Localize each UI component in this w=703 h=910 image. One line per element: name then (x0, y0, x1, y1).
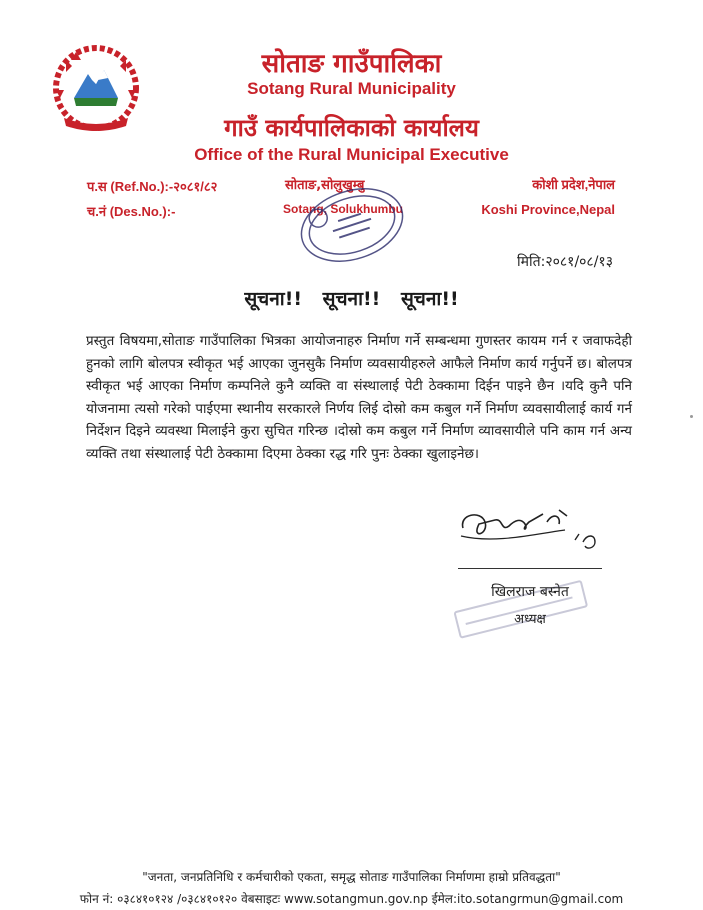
notice-heading: सूचना!! सूचना!! सूचना!! (244, 288, 459, 310)
office-stamp (292, 180, 412, 270)
dispatch-number: च.नं (Des.No.):- (87, 204, 176, 219)
address-np: सोताङ,सोलुखुम्बु (285, 178, 365, 193)
office-name-en: Office of the Rural Municipal Executive (194, 145, 509, 164)
province-en: Koshi Province,Nepal (481, 202, 615, 217)
handwritten-signature (455, 500, 605, 560)
office-name-np: गाउँ कार्यपालिकाको कार्यालय (224, 114, 479, 142)
municipality-name-en: Sotang Rural Municipality (247, 79, 456, 98)
signatory-title: अध्यक्ष (514, 612, 546, 627)
notice-body: प्रस्तुत विषयमा,सोताङ गाउँपालिका भित्रका आयोजनाहरु निर्माण गर्ने सम्बन्धमा गुणस्तर कायम गर्न र जवाफदेही हुनको लागि बोलपत्र स्वीकृत भई आएका जुनसुकै निर्माण व्यवसायीहरुले आफैले निर्माण कार्य गर्नुपर्ने छ। बोलपत्र स्वीकृत भई आएका निर्माण कम्पनिले कुनै व्यक्ति वा संस्थालाई पेटी ठेक्कामा दिईन पाइने छैन ।यदि कुनै पनि योजनामा त्यसो गरेको पाईएमा स्थानीय सरकारले निर्णय लिई दोस्रो कम कबुल गर्ने निर्माण व्यवसायीलाई कार्य गर्न निर्देशन दिइने व्यवस्था मिलाईने कुरा सुचित गरिन्छ ।दोस्रो कम कबुल गर्ने निर्माण व्यावसायीले पनि काम गर्न अन्य व्यक्ति तथा संस्थालाई पेटी ठेक्कामा दिएमा ठेक्का रद्ध गरि पुनः ठेक्का खुलाइनेछ। (86, 333, 632, 462)
footer-contact: फोन नं: ०३८४१०१२४ /०३८४१०१२० वेबसाइटः www.sotangmun.gov.np ईमेल:ito.sotangrmun@gmail.com (79, 892, 624, 906)
province-np: कोशी प्रदेश,नेपाल (532, 177, 615, 192)
footer-motto: "जनता, जनप्रतिनिधि र कर्मचारीको एकता, समृद्ध सोताङ गाउँपालिका निर्माणमा हाम्रो प्रतिवद्धता" (142, 870, 561, 884)
signature-line (458, 568, 602, 569)
scan-speck (690, 415, 693, 418)
date: मिति:२०८१/०८/१३ (517, 254, 613, 270)
address-en: Sotang, Solukhumbu (283, 202, 403, 216)
signatory-name: खिलराज बस्नेत (491, 584, 569, 600)
reference-number: प.स (Ref.No.):-२०८१/८२ (87, 179, 218, 194)
municipality-name-np: सोताङ गाउँपालिका (261, 49, 442, 79)
